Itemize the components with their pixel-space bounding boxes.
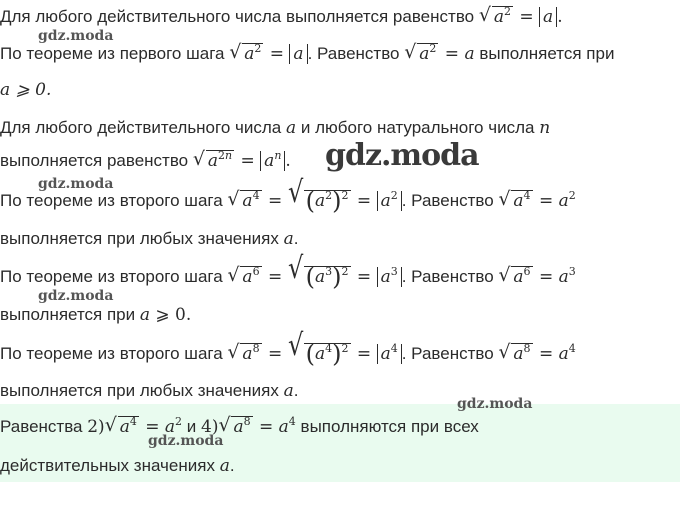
line-10-text-a: По теореме из второго шага [0, 344, 223, 363]
line-12-text-c: выполняются при всех [300, 417, 479, 436]
watermark: gdz.moda [457, 396, 533, 412]
line-2-text-b: . Равенство [307, 44, 400, 63]
line-13-text: действительных значениях [0, 456, 215, 475]
line-9-text: выполняется при [0, 305, 136, 324]
watermark: gdz.moda [148, 433, 224, 449]
sqrt-a2: √ $a^2$ [478, 4, 511, 27]
line-2: По теореме из первого шага √ $a^2 = a$ . Равенство √ $a^2 = a$ выполняется при [0, 41, 615, 64]
line-4-text: Для любого действительного числа [0, 118, 282, 137]
line-10: По теореме из второго шага √ $a^8$ = √ $(a^4)^2 = a^4$ . Равенство √ $a^8 = a^4$ [0, 328, 576, 368]
line-7: выполняется при любых значениях a. [0, 229, 299, 249]
line-1-text: Для любого действительного числа выполняется равенство [0, 7, 475, 26]
line-3 [0, 79, 51, 101]
line-12-text-b: и [186, 417, 197, 436]
line-2-text-c: выполняется при [479, 44, 615, 63]
line-4-text-b: и любого натурального числа [300, 118, 535, 137]
line-8-text-a: По теореме из второго шага [0, 267, 223, 286]
line-1: Для любого действительного числа выполняется равенство √ $a^2 = a$ . [0, 4, 563, 27]
line-7-text: выполняется при любых значениях [0, 229, 279, 248]
line-5-text: выполняется равенство [0, 151, 189, 170]
line-6-text-b: . Равенство [401, 191, 494, 210]
line-12-text-a: Равенства [0, 417, 83, 436]
line-8-text-b: . Равенство [401, 267, 494, 286]
line-6: По теореме из второго шага √ $a^4$ = √ $(a^2)^2 = a^2$ . Равенство √ $a^4 = a^2$ [0, 175, 576, 215]
watermark: gdz.moda [38, 28, 114, 44]
line-9: выполняется при a ⩾ 0. [0, 305, 192, 325]
line-2-text-a: По теореме из первого шага [0, 44, 225, 63]
watermark-large: gdz.moda [325, 138, 479, 173]
watermark: gdz.moda [38, 288, 114, 304]
line-5: выполняется равенство √ $a^{2n} = a^n$ . [0, 148, 291, 171]
line-12: Равенства 2) √ $a^4 = a^2$ и 4) √ $a^8 = a^4$ выполняются при всех [0, 414, 479, 437]
line-8: По теореме из второго шага √ $a^6$ = √ $(a^3)^2 = a^3$ . Равенство √ $a^6 = a^3$ [0, 251, 576, 291]
watermark: gdz.moda [38, 176, 114, 192]
line-13: действительных значениях a. [0, 456, 235, 476]
line-4: Для любого действительного числа a и любого натурального числа n [0, 118, 551, 138]
line-11-text: выполняется при любых значениях [0, 381, 279, 400]
line-3-text: a ⩾ 0. [0, 80, 52, 100]
line-11: выполняется при любых значениях a. [0, 381, 299, 401]
line-10-text-b: . Равенство [401, 344, 494, 363]
line-6-text-a: По теореме из второго шага [0, 191, 223, 210]
